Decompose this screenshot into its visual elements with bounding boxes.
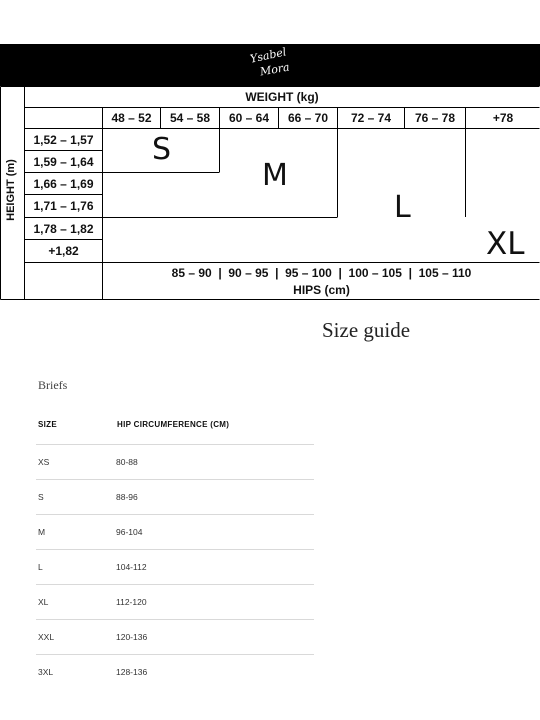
table-cell-size: XXL <box>38 632 55 642</box>
size-xl-label: XL <box>486 226 525 262</box>
size-l-label: L <box>394 190 411 225</box>
section-label-briefs: Briefs <box>38 378 68 392</box>
table-divider <box>36 479 314 480</box>
height-range-1: 1,52 – 1,57 <box>33 133 94 147</box>
table-divider <box>36 654 314 655</box>
weight-range-2: 54 – 58 <box>169 111 211 125</box>
table-cell-hip: 120-136 <box>116 632 148 642</box>
table-divider <box>36 584 314 585</box>
size-chart <box>0 86 540 300</box>
table-cell-hip: 104-112 <box>116 562 147 572</box>
weight-range-3: 60 – 64 <box>228 111 270 125</box>
table-divider <box>36 514 314 515</box>
hips-header: HIPS (cm) <box>293 283 350 297</box>
logo-line-1: Ysabel <box>248 45 288 66</box>
hips-ranges: 85 – 90 | 90 – 95 | 95 – 100 | 100 – 105 | 105 – 110 <box>171 266 472 280</box>
height-header: HEIGHT (m) <box>5 159 17 221</box>
height-range-3: 1,66 – 1,69 <box>33 177 94 191</box>
column-header-hip: HIP CIRCUMFERENCE (CM) <box>117 420 230 429</box>
table-cell-size: XL <box>38 597 49 607</box>
height-range-4: 1,71 – 1,76 <box>33 199 94 213</box>
weight-range-4: 66 – 70 <box>287 111 329 125</box>
table-cell-hip: 112-120 <box>116 597 147 607</box>
table-divider <box>36 549 314 550</box>
table-cell-hip: 128-136 <box>116 667 148 677</box>
height-range-2: 1,59 – 1,64 <box>33 155 94 169</box>
table-cell-size: M <box>38 527 46 537</box>
table-cell-hip: 80-88 <box>116 457 138 467</box>
weight-header: WEIGHT (kg) <box>245 90 319 104</box>
table-cell-hip: 88-96 <box>116 492 138 502</box>
weight-range-7: +78 <box>492 111 514 125</box>
table-divider <box>36 444 314 445</box>
table-cell-size: 3XL <box>38 667 54 677</box>
size-guide-title: Size guide <box>322 318 411 342</box>
table-cell-size: L <box>38 562 43 572</box>
table-cell-size: XS <box>38 457 50 467</box>
brand-logo <box>244 47 300 83</box>
size-m-label: M <box>262 158 288 193</box>
size-s-label: S <box>152 132 172 167</box>
height-range-5: 1,78 – 1,82 <box>33 222 94 236</box>
weight-range-6: 76 – 78 <box>414 111 456 125</box>
table-cell-size: S <box>38 492 44 502</box>
table-divider <box>36 619 314 620</box>
weight-range-1: 48 – 52 <box>111 111 152 125</box>
table-cell-hip: 96-104 <box>116 527 143 537</box>
weight-range-5: 72 – 74 <box>350 111 392 125</box>
height-range-6: +1,82 <box>48 244 79 258</box>
logo-line-2: Mora <box>259 60 291 79</box>
column-header-size: SIZE <box>38 420 57 429</box>
